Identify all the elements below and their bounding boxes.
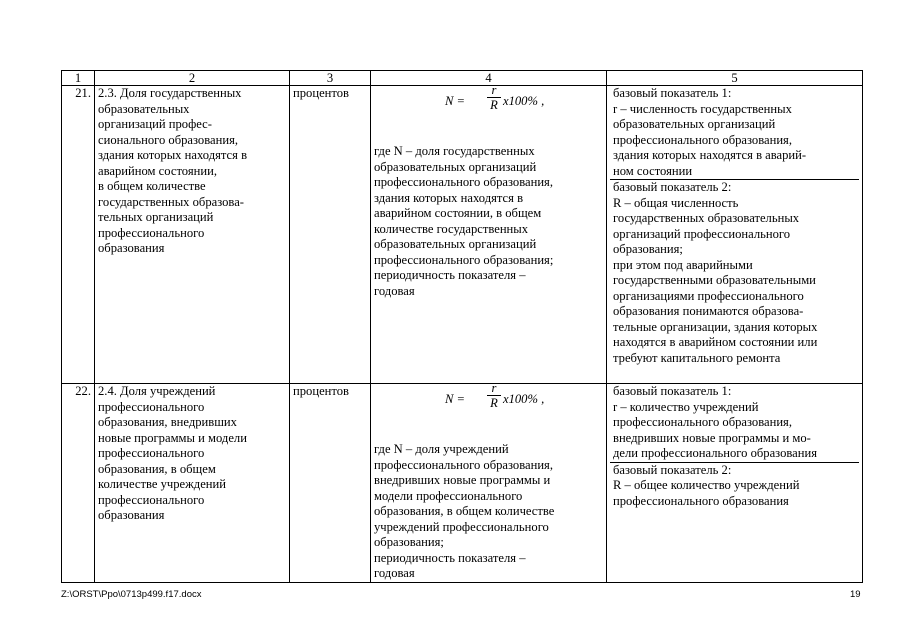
- text-line: организаций профес-: [98, 117, 212, 131]
- text-line: образования: [98, 241, 165, 255]
- text-line: R – общая численность: [613, 195, 739, 210]
- text-line: тельных организаций: [98, 210, 214, 224]
- text-line: количестве учреждений: [98, 477, 227, 491]
- text-line: находятся в аварийном состоянии или: [613, 335, 818, 349]
- formula: [374, 83, 603, 128]
- text-line: тельные организации, здания которых: [613, 319, 818, 334]
- text-line: здания которых находятся в: [374, 190, 524, 205]
- formula-denominator: R: [490, 98, 498, 112]
- row-number: 22.: [62, 384, 95, 583]
- text-line: профессионального: [98, 446, 205, 460]
- base-indicators-cell: [607, 86, 863, 384]
- text-line: r – количество учреждений: [613, 399, 759, 414]
- text-line: дели профессионального образования: [613, 446, 818, 460]
- text-line: учреждений профессионального: [374, 519, 549, 534]
- text-line: при этом под аварийными: [613, 257, 753, 272]
- formula-numerator: r: [487, 382, 501, 396]
- header-cell-4: 4: [371, 71, 607, 86]
- text-line: годовая: [374, 283, 415, 298]
- text-line: базовый показатель 2:: [613, 462, 732, 477]
- formula-description: [374, 144, 603, 299]
- table-row: [62, 384, 863, 583]
- text-line: 2.3. Доля государственных: [98, 86, 242, 100]
- text-line: профессионального: [98, 399, 205, 414]
- text-line: профессионального образования: [613, 493, 789, 508]
- text-line: профессионального образования,: [613, 415, 792, 429]
- text-line: образования;: [374, 535, 444, 549]
- header-cell-3: 3: [290, 71, 371, 86]
- text-line: образовательных организаций: [374, 159, 537, 174]
- header-cell-5: 5: [607, 71, 863, 86]
- indicator-name: [95, 384, 290, 583]
- text-line: модели профессионального: [374, 488, 523, 503]
- text-line: образования, в общем количестве: [374, 504, 555, 518]
- text-line: аварийном состоянии, в общем: [374, 206, 542, 220]
- base-indicator-1: [610, 86, 859, 180]
- text-line: образовательных организаций: [613, 117, 776, 131]
- text-line: r – численность государственных: [613, 101, 792, 116]
- indicator-name: [95, 86, 290, 384]
- text-line: ном состоянии: [613, 163, 693, 178]
- text-line: годовая: [374, 566, 415, 580]
- text-line: внедривших новые программы и: [374, 473, 551, 487]
- formula-description: [374, 442, 603, 582]
- formula: [374, 381, 603, 426]
- text-line: государственных образовательных: [613, 211, 800, 225]
- formula-lhs: N =: [445, 94, 466, 108]
- text-line: базовый показатель 2:: [613, 180, 732, 194]
- text-line: внедривших новые программы и мо-: [613, 430, 811, 445]
- formula-numerator: r: [487, 84, 501, 98]
- text-line: в общем количестве: [98, 179, 206, 193]
- unit-cell: процентов: [290, 86, 371, 384]
- text-line: здания которых находятся в аварий-: [613, 148, 807, 162]
- text-line: профессионального образования,: [374, 457, 553, 472]
- row-number: 21.: [62, 86, 95, 384]
- formula-cell: [371, 83, 607, 384]
- base-indicator-2: [610, 180, 859, 366]
- text-line: образования;: [613, 242, 683, 256]
- formula-cell: [371, 381, 607, 583]
- formula-denominator: R: [490, 396, 498, 410]
- unit-cell: процентов: [290, 384, 371, 583]
- text-line: базовый показатель 1:: [613, 86, 732, 100]
- formula-fraction: [487, 84, 501, 113]
- text-line: организациями профессионального: [613, 288, 804, 303]
- table-row: [62, 86, 863, 384]
- base-indicators-cell: [607, 384, 863, 583]
- text-line: профессионального образования;: [374, 252, 554, 267]
- text-line: образования понимаются образова-: [613, 304, 804, 318]
- text-line: образования, внедривших: [98, 415, 237, 429]
- header-cell-2: 2: [95, 71, 290, 86]
- text-line: профессионального: [98, 492, 205, 507]
- formula-rhs: x100% ,: [503, 392, 545, 406]
- formula-rhs: x100% ,: [503, 94, 545, 108]
- text-line: количестве государственных: [374, 221, 529, 236]
- text-line: образования, в общем: [98, 461, 216, 476]
- formula-lhs: N =: [445, 392, 466, 406]
- text-line: периодичность показателя –: [374, 550, 526, 565]
- table-header-row: [62, 71, 863, 86]
- text-line: образовательных организаций: [374, 237, 537, 251]
- text-line: образовательных: [98, 101, 190, 116]
- text-line: периодичность показателя –: [374, 268, 526, 282]
- text-line: государственными образовательными: [613, 273, 816, 287]
- text-line: R – общее количество учреждений: [613, 478, 800, 492]
- base-indicator-1: [610, 384, 859, 463]
- text-line: новые программы и модели: [98, 430, 247, 445]
- text-line: сионального образования,: [98, 132, 239, 147]
- formula-fraction: [487, 382, 501, 411]
- text-line: профессионального: [98, 225, 205, 240]
- text-line: организаций профессионального: [613, 226, 791, 241]
- footer-file-path: Z:\ORST\Ppo\0713p499.f17.docx: [61, 589, 202, 600]
- header-cell-1: 1: [62, 71, 95, 86]
- text-line: 2.4. Доля учреждений: [98, 384, 216, 398]
- text-line: где N – доля государственных: [374, 144, 535, 158]
- indicator-table: [61, 70, 863, 583]
- text-line: образования: [98, 508, 165, 522]
- text-line: профессионального образования,: [613, 132, 792, 147]
- text-line: аварийном состоянии,: [98, 163, 217, 178]
- text-line: требуют капитального ремонта: [613, 350, 781, 365]
- text-line: базовый показатель 1:: [613, 384, 732, 398]
- text-line: здания которых находятся в: [98, 148, 248, 162]
- text-line: государственных образова-: [98, 194, 244, 209]
- text-line: где N – доля учреждений: [374, 442, 509, 456]
- footer-page-number: 19: [850, 589, 861, 600]
- base-indicator-2: [610, 463, 859, 510]
- text-line: профессионального образования,: [374, 175, 553, 189]
